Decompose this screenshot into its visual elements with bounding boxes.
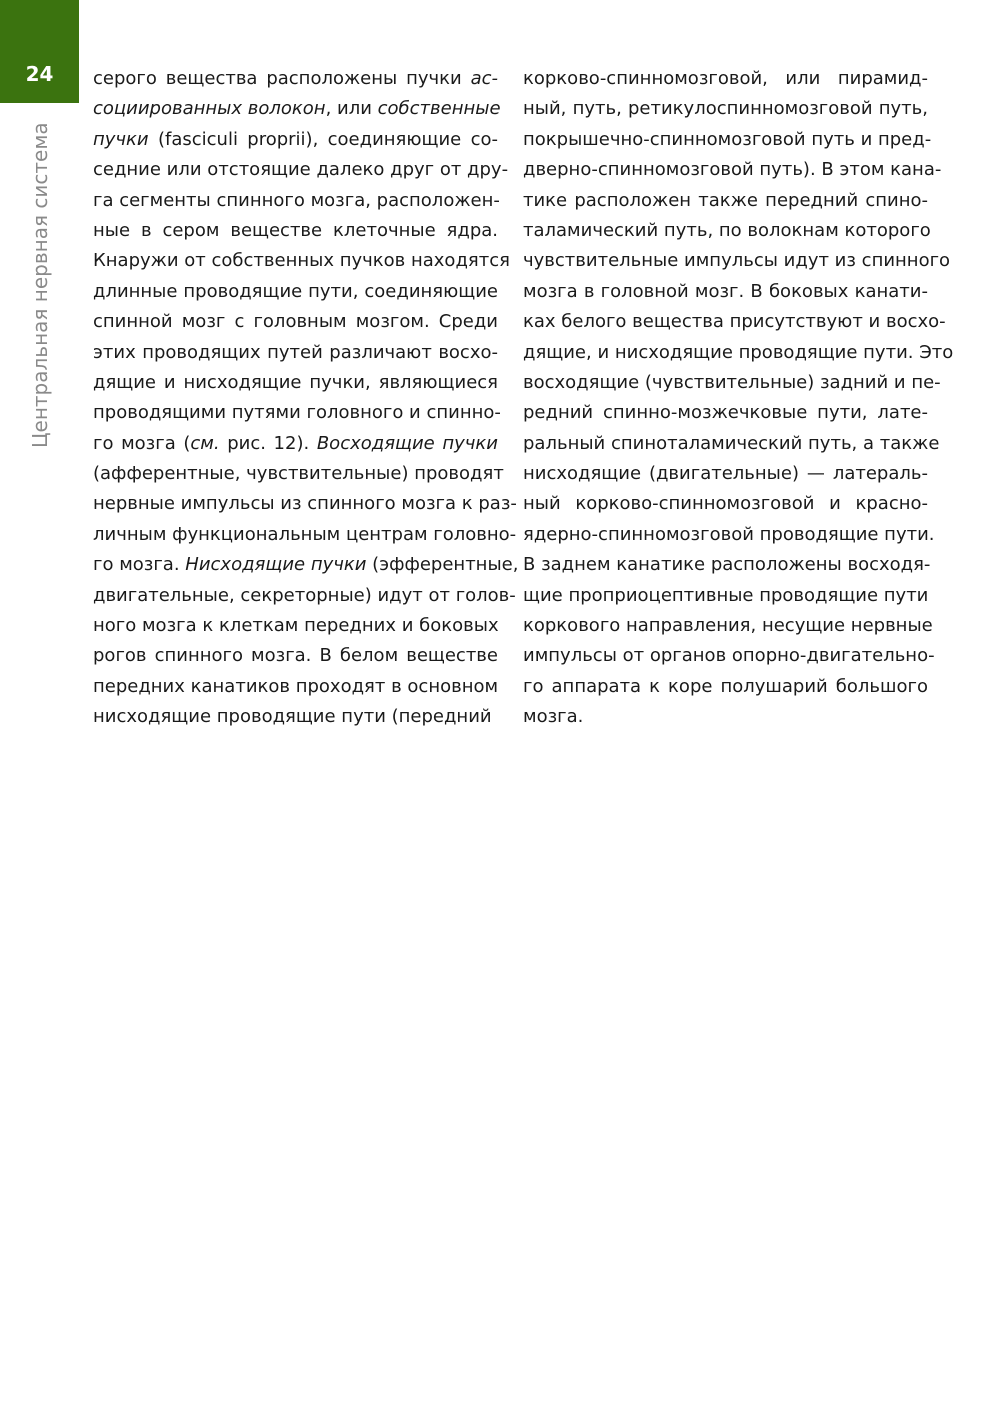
text-run: длинные проводящие пути, соединяющие — [93, 280, 498, 302]
italic-term: собственные — [377, 98, 501, 120]
text-run: (афферентные, чувствительные) проводят — [93, 463, 504, 485]
text-run: ного мозга к клеткам передних и боковых — [93, 615, 499, 637]
text-line — [93, 489, 517, 519]
text-run: нисходящие проводящие пути (передний — [93, 706, 492, 728]
text-line — [93, 581, 516, 611]
text-line: мозга. — [523, 706, 584, 728]
text-run: , или — [325, 98, 378, 120]
text-line: таламический путь, по волокнам которого — [523, 219, 931, 241]
text-line: мозга в головной мозг. В боковых канати- — [523, 280, 928, 302]
text-line: чувствительные импульсы идут из спинного — [523, 250, 951, 272]
text-line — [93, 368, 498, 398]
text-line: импульсы от органов опорно-двигательно- — [523, 645, 935, 667]
text-line — [93, 611, 498, 641]
page-number-badge — [0, 0, 79, 103]
text-line — [93, 277, 498, 307]
text-run: нервные импульсы из спинного мозга к раз- — [93, 493, 517, 515]
text-line: покрышечно-спинномозговой путь и пред- — [523, 128, 932, 150]
text-run: серого вещества расположены пучки — [93, 68, 471, 89]
text-line — [93, 550, 519, 580]
text-line: ный, путь, ретикулоспинномозговой путь, — [523, 98, 928, 120]
text-run: (fasciculi proprii), соединяющие со- — [148, 128, 498, 150]
italic-term: социированных волокон — [93, 98, 326, 120]
text-run: га сегменты спинного мозга, расположен- — [93, 189, 500, 211]
text-line — [93, 155, 509, 185]
text-run: этих проводящих путей различают восхо- — [93, 341, 498, 363]
text-line: го аппарата к коре полушарий большого — [523, 675, 928, 697]
italic-term: ас- — [470, 68, 498, 89]
text-run: (эфферентные, — [366, 554, 519, 576]
text-line — [93, 520, 517, 550]
italic-term: Восходящие пучки — [316, 432, 498, 454]
text-line — [93, 216, 498, 246]
text-line — [93, 94, 501, 124]
text-line: восходящие (чувствительные) задний и пе- — [523, 371, 941, 393]
text-line — [93, 125, 498, 155]
text-line — [93, 429, 498, 459]
right-text-column — [523, 64, 954, 733]
text-run: личным функциональным центрам головно- — [93, 523, 517, 545]
left-text-column — [93, 64, 519, 733]
text-run: рогов спинного мозга. В белом веществе — [93, 645, 498, 667]
text-run: Кнаружи от собственных пучков находятся — [93, 250, 510, 272]
text-run: седние или отстоящие далеко друг от дру- — [93, 159, 509, 181]
text-line: редний спинно-мозжечковые пути, лате- — [523, 402, 928, 424]
italic-term: пучки — [93, 128, 149, 150]
text-line: тике расположен также передний спино- — [523, 189, 928, 211]
text-line: ядерно-спинномозговой проводящие пути. — [523, 523, 935, 545]
running-header-vertical: Центральная нервная система — [28, 122, 52, 448]
text-run: двигательные, секреторные) идут от голов- — [93, 584, 516, 606]
text-line: ках белого вещества присутствуют и восхо- — [523, 311, 946, 333]
text-line: В заднем канатике расположены восходя- — [523, 554, 931, 576]
text-run: го мозга. — [93, 554, 186, 576]
text-run: передних канатиков проходят в основном — [93, 675, 499, 697]
text-line: ный корково-спинномозговой и красно- — [523, 493, 928, 515]
text-line — [93, 398, 501, 428]
text-line: нисходящие (двигательные) — латераль- — [523, 463, 928, 485]
text-run: дящие и нисходящие пучки, являющиеся — [93, 371, 498, 393]
text-line — [93, 307, 498, 337]
text-line — [93, 186, 498, 216]
text-line: коркового направления, несущие нервные — [523, 615, 933, 637]
text-line — [93, 702, 498, 732]
text-line — [93, 672, 498, 702]
text-line — [93, 246, 510, 276]
text-line: щие проприоцептивные проводящие пути — [523, 584, 929, 606]
text-run: спинной мозг с головным мозгом. Среди — [93, 311, 498, 333]
text-line: корково-спинномозговой, или пирамид- — [523, 68, 928, 89]
text-line — [93, 338, 498, 368]
text-line: ральный спиноталамический путь, а также — [523, 432, 940, 454]
text-line: дящие, и нисходящие проводящие пути. Это — [523, 341, 954, 363]
text-run: рис. 12). — [219, 432, 317, 454]
italic-term: см. — [190, 432, 220, 454]
text-line — [93, 459, 504, 489]
page-number: 24 — [25, 62, 54, 86]
text-line — [93, 64, 498, 94]
text-line: дверно-спинномозговой путь). В этом кана- — [523, 159, 942, 181]
text-run: го мозга ( — [93, 432, 191, 454]
text-run: ные в сером веществе клеточные ядра. — [93, 219, 498, 241]
text-run: проводящими путями головного и спинно- — [93, 402, 501, 424]
italic-term: Нисходящие пучки — [185, 554, 367, 576]
text-line — [93, 641, 498, 671]
